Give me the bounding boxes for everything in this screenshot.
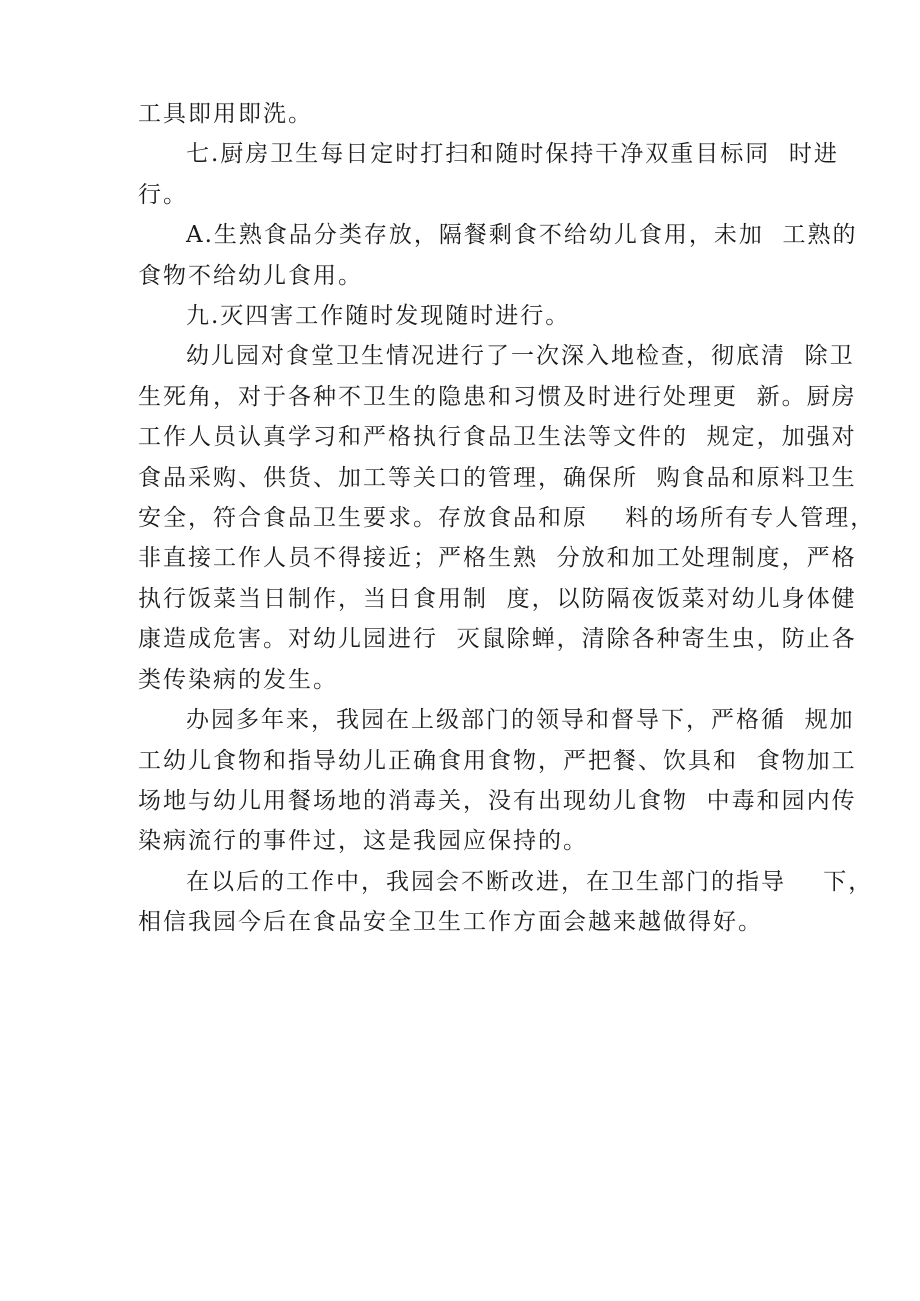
text-line: 工幼儿食物和指导幼儿正确食用食物，严把餐、饮具和 食物加工: [138, 747, 857, 774]
text-line: 办园多年来，我园在上级部门的领导和督导下，严格循 规加: [186, 707, 855, 734]
text-line: 康造成危害。对幼儿园进行 灭鼠除蝉，清除各种寄生虫，防止各: [138, 626, 857, 653]
text-line: 类传染病的发生。: [138, 666, 338, 693]
text-line: 场地与幼儿用餐场地的消毒关，没有出现幼儿食物 中毒和园内传: [138, 787, 857, 814]
text-line: 执行饭菜当日制作，当日食用制 度，以防隔夜饭菜对幼儿身体健: [138, 585, 857, 612]
text-line: 染病流行的事件过，这是我园应保持的。: [138, 828, 588, 855]
text-line: 食物不给幼儿食用。: [138, 262, 363, 289]
body-text: [138, 94, 876, 943]
text-line: 幼儿园对食堂卫生情况进行了一次深入地检查，彻底清 除卫: [186, 343, 855, 370]
text-line: 相信我园今后在食品安全卫生工作方面会越来越做得好。: [138, 909, 763, 936]
text-line: 工具即用即洗。: [138, 101, 313, 127]
text-line: 七.厨房卫生每日定时打扫和随时保持干净双重目标同 时进: [186, 141, 839, 168]
text-line: 九.灭四害工作随时发现随时进行。: [186, 303, 571, 330]
text-line: 行。: [138, 181, 188, 208]
text-line: 在以后的工作中，我园会不断改进，在卫生部门的指导 下，: [186, 868, 874, 895]
text-line: 工作人员认真学习和严格执行食品卫生法等文件的 规定，加强对: [138, 424, 857, 451]
text-line: 生死角，对于各种不卫生的隐患和习惯及时进行处理更 新。厨房: [138, 383, 857, 410]
text-line: 非直接工作人员不得接近；严格生熟 分放和加工处理制度，严格: [138, 545, 857, 572]
text-line: A.生熟食品分类存放，隔餐剩食不给幼儿食用，未加 工熟的: [186, 222, 858, 249]
text-line: 安全，符合食品卫生要求。存放食品和原 料的场所有专人管理，: [138, 505, 876, 532]
text-line: 食品采购、供货、加工等关口的管理，确保所 购食品和原料卫生: [138, 464, 857, 491]
